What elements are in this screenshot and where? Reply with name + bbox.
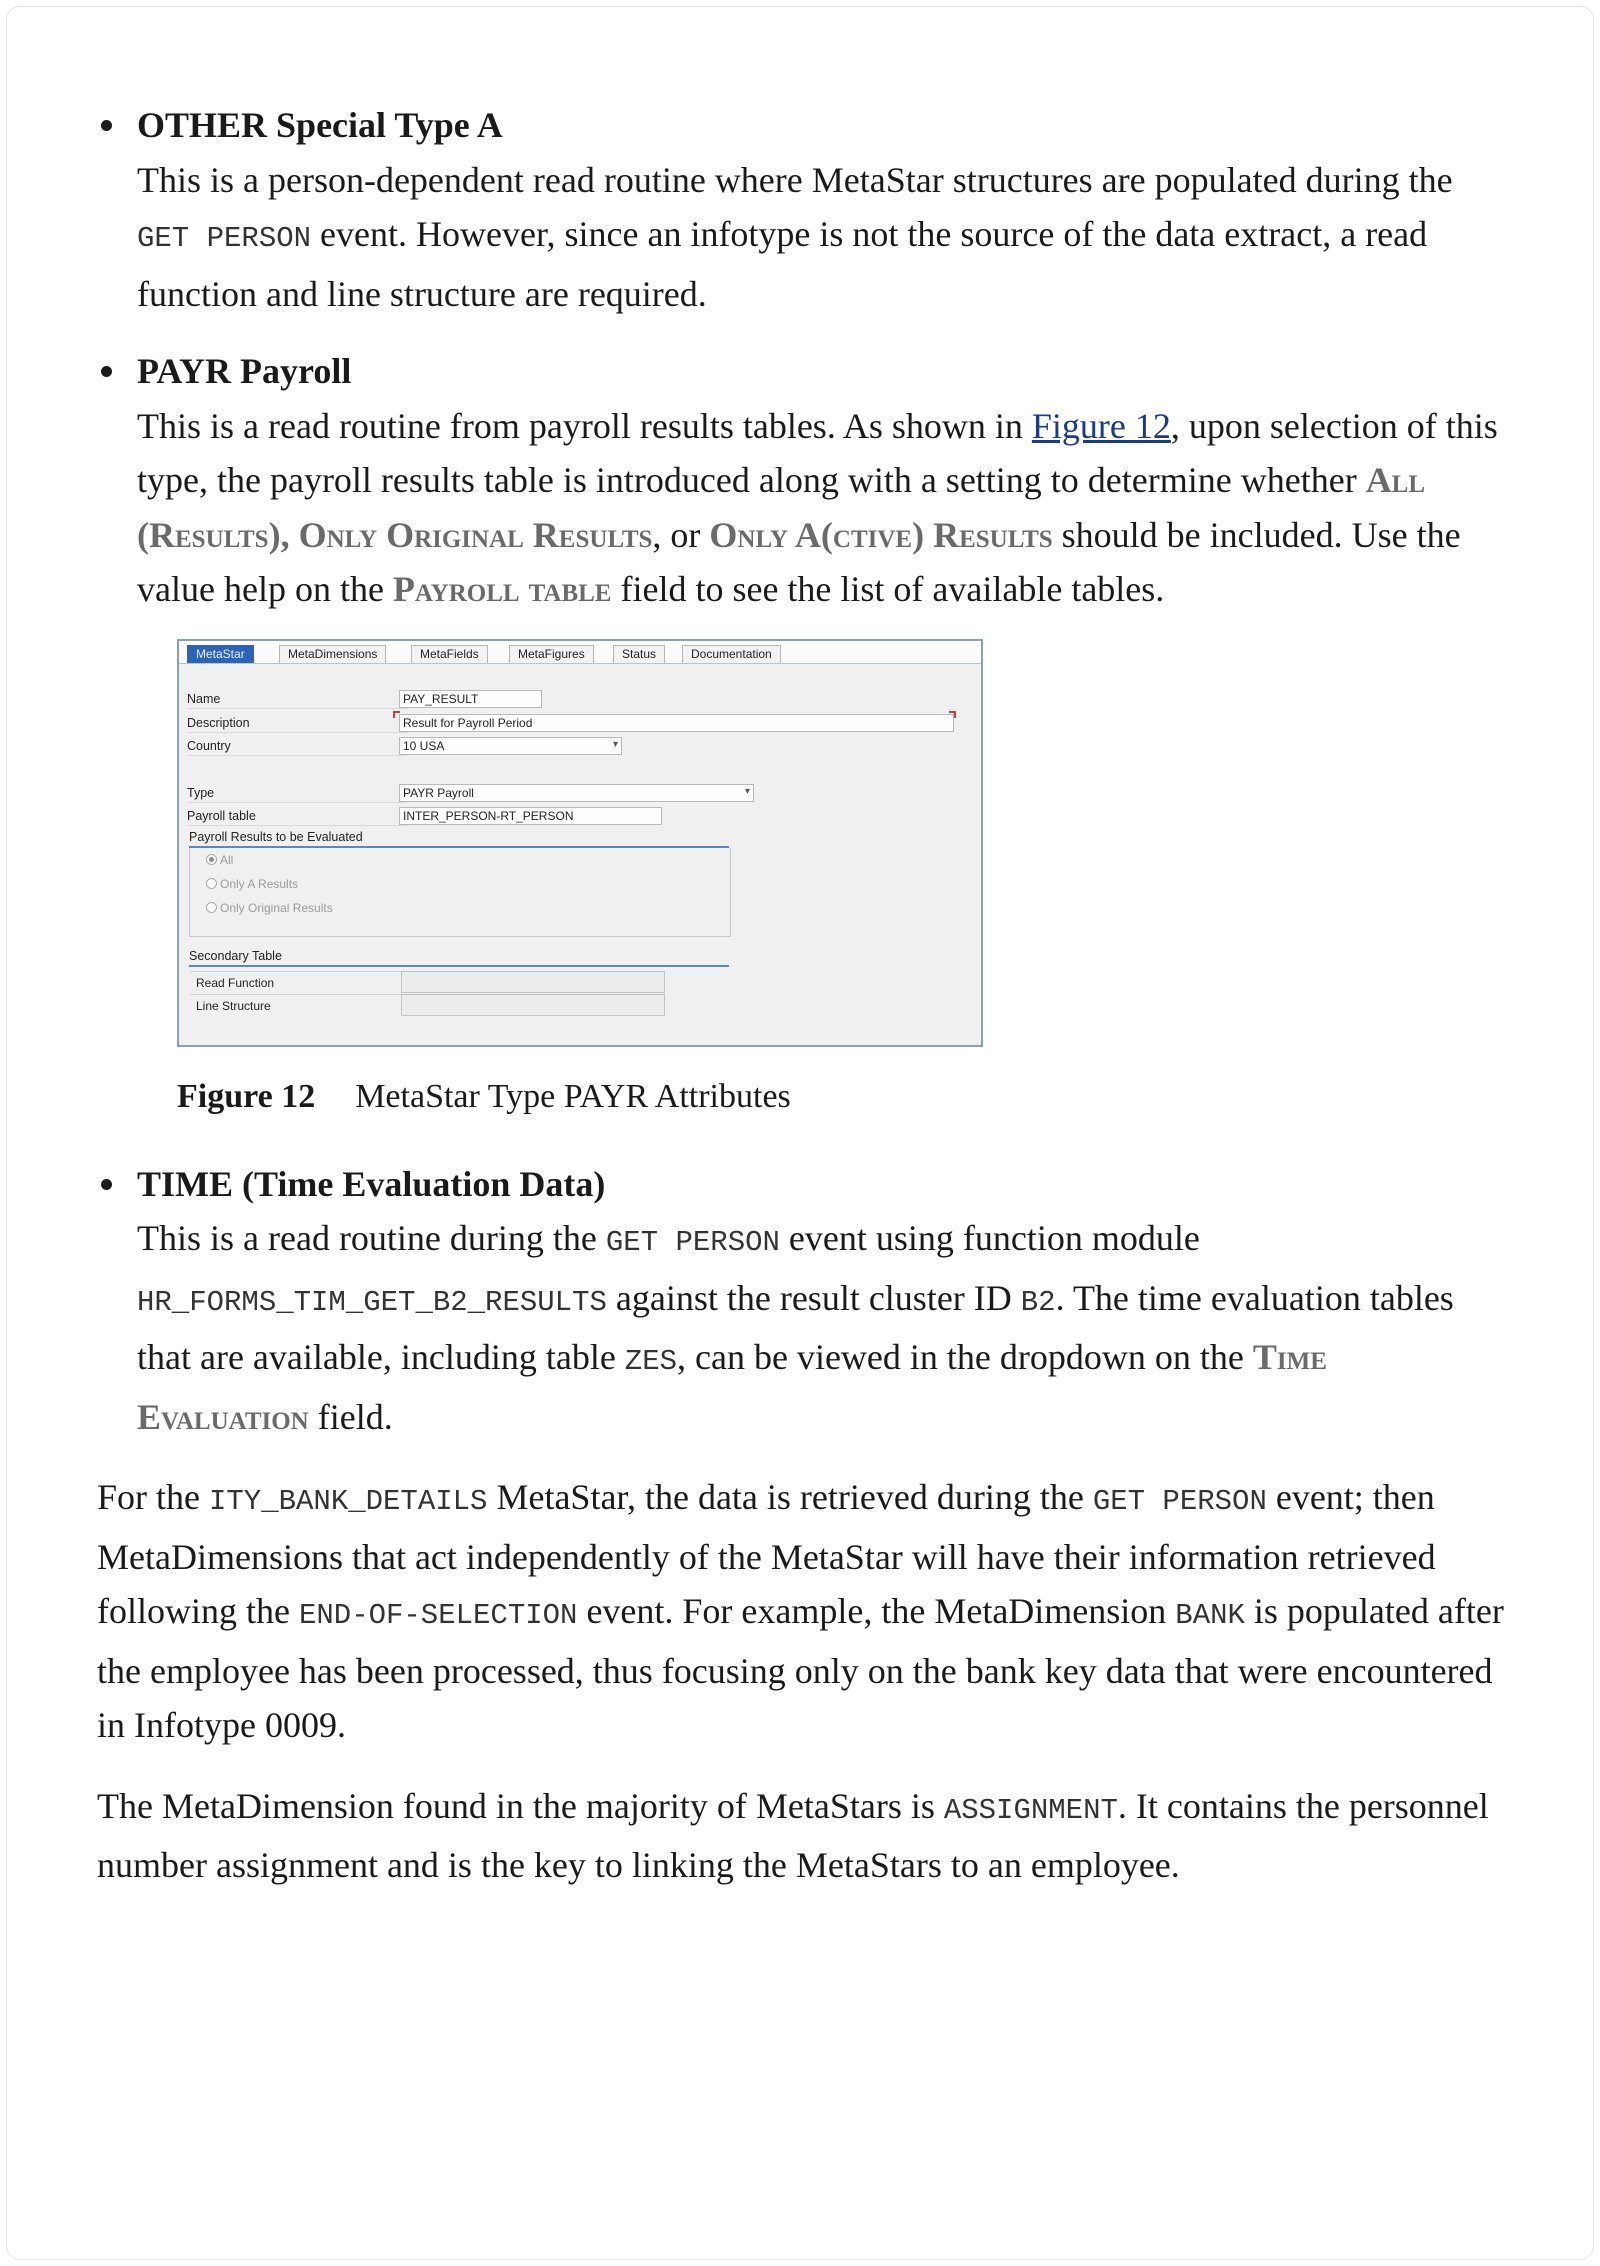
text-run: . The time evaluation tables that are available, including table: [137, 1277, 1454, 1377]
radio-label: Only A Results: [220, 876, 299, 891]
item-title: TIME (Time Evaluation Data): [137, 1163, 606, 1204]
item-title: OTHER Special Type A: [137, 105, 503, 145]
radio-only-a-results[interactable]: [206, 875, 298, 893]
code-term: B2: [1020, 1285, 1056, 1319]
line-structure-field[interactable]: [401, 994, 665, 1016]
text-run: , can be viewed in the dropdown on the: [677, 1337, 1253, 1377]
country-label: Country: [187, 737, 407, 756]
text-run: should be included. Use the value help on the: [137, 514, 1461, 609]
code-term: ASSIGNMENT: [943, 1793, 1118, 1827]
tab-metafields[interactable]: MetaFields: [411, 645, 488, 663]
text-run: , or: [652, 514, 710, 555]
type-label: Type: [187, 784, 407, 803]
type-select[interactable]: [399, 784, 754, 802]
spacer: [97, 1119, 1507, 1157]
item-description: [137, 399, 1507, 617]
group-divider: [189, 965, 729, 967]
field-marker: [393, 711, 400, 718]
ui-term: Only A(ctive) Results: [709, 514, 1053, 555]
radio-all[interactable]: [206, 851, 233, 869]
name-field[interactable]: PAY_RESULT: [399, 690, 542, 708]
code-term: ZES: [624, 1345, 678, 1378]
tab-metastar[interactable]: MetaStar: [187, 645, 254, 663]
type-list: [97, 98, 1507, 1444]
text-run: MetaStar, the data is retrieved during the: [487, 1477, 1093, 1517]
figure-caption-text: MetaStar Type PAYR Attributes: [355, 1077, 791, 1115]
text-run: . It contains the personnel number assignment and is the key to linking the MetaStars to an employee.: [97, 1785, 1489, 1885]
text-run: event. For example, the MetaDimension: [577, 1591, 1176, 1631]
text-run: , upon selection of this type, the payroll results table is introduced along with a setting to determine whether: [137, 405, 1498, 500]
spacer: [97, 321, 1507, 344]
figure-label: Figure 12: [177, 1077, 316, 1115]
code-term: BANK: [1175, 1599, 1245, 1632]
paragraph-bank-details: [97, 1470, 1507, 1753]
item-description: [137, 153, 1507, 322]
tab-metadimensions[interactable]: MetaDimensions: [279, 645, 386, 663]
document-body: [97, 98, 1507, 1893]
code-term: GET PERSON: [137, 222, 312, 255]
text-run: event; then MetaDimensions that act independently of the MetaStar will have their information retrieved following the: [97, 1477, 1436, 1631]
list-item-time: [97, 1157, 1507, 1445]
text-run: For the: [97, 1477, 209, 1517]
spacer: [97, 1444, 1507, 1470]
text-run: event. However, since an infotype is not the source of the data extract, a read function and line structure are required.: [137, 214, 1428, 314]
text-run: field.: [308, 1396, 393, 1437]
radio-selected-icon: [206, 854, 217, 865]
text-run: This is a read routine during the: [137, 1218, 606, 1258]
text-run: ,: [280, 514, 299, 555]
chevron-down-icon: ▾: [744, 785, 750, 797]
chevron-down-icon: ▾: [612, 738, 618, 750]
text-run: field to see the list of available tables.: [611, 569, 1165, 609]
ui-term: Only Original Results: [298, 514, 653, 555]
list-item-payr: [97, 344, 1507, 1119]
bullet-icon: [101, 120, 112, 131]
item-title: PAYR Payroll: [137, 351, 352, 391]
secondary-group-title: Secondary Table: [189, 948, 282, 963]
ui-term: Time Evaluation: [137, 1337, 1327, 1437]
radio-label: Only Original Results: [220, 900, 333, 915]
radio-icon: [206, 878, 217, 889]
code-term: ITY_BANK_DETAILS: [209, 1485, 488, 1518]
code-term: GET PERSON: [1092, 1485, 1267, 1518]
code-term: HR_FORMS_TIM_GET_B2_RESULTS: [137, 1285, 607, 1319]
tab-status[interactable]: Status: [613, 645, 665, 663]
text-run: is populated after the employee has been processed, thus focusing only on the bank key data that were encountered in Infotype 0009.: [97, 1591, 1504, 1745]
text-run: against the result cluster ID: [606, 1277, 1021, 1318]
description-label: Description: [187, 714, 407, 733]
bullet-icon: [101, 366, 112, 377]
read-function-label: Read Function: [190, 971, 410, 993]
sap-screenshot: [177, 639, 983, 1047]
country-select[interactable]: [399, 737, 622, 755]
figure-caption: [177, 1075, 1507, 1119]
text-run: This is a person-dependent read routine where MetaStar structures are populated during the: [137, 159, 1453, 200]
figure-12-link[interactable]: Figure 12: [1031, 405, 1171, 446]
payroll-table-label: Payroll table: [187, 807, 407, 826]
radio-label: All: [220, 852, 234, 867]
text-run: event using function module: [779, 1218, 1200, 1258]
ui-term: Payroll table: [392, 569, 612, 609]
item-description: [137, 1211, 1507, 1444]
radio-only-original-results[interactable]: [206, 899, 333, 917]
ui-term: All (Results): [137, 460, 1426, 555]
code-term: END-OF-SELECTION: [298, 1599, 578, 1632]
tab-documentation[interactable]: Documentation: [682, 645, 781, 663]
name-label: Name: [187, 690, 407, 709]
description-field[interactable]: Result for Payroll Period: [399, 714, 954, 732]
text-run: This is a read routine from payroll results tables. As shown in: [137, 405, 1032, 446]
read-function-field[interactable]: [401, 971, 665, 993]
text-run: The MetaDimension found in the majority of MetaStars is: [97, 1785, 944, 1826]
tab-bar: [179, 641, 981, 664]
results-group-title: Payroll Results to be Evaluated: [189, 829, 363, 844]
type-value: PAYR Payroll: [403, 785, 474, 800]
code-term: GET PERSON: [605, 1226, 780, 1259]
radio-icon: [206, 902, 217, 913]
bullet-icon: [101, 1179, 112, 1190]
field-marker: [949, 711, 956, 718]
figure-12: [177, 639, 1507, 1119]
list-item-other: [97, 98, 1507, 321]
payroll-table-field[interactable]: INTER_PERSON-RT_PERSON: [399, 807, 662, 825]
results-group: [189, 848, 731, 937]
spacer: [97, 1753, 1507, 1779]
tab-metafigures[interactable]: MetaFigures: [509, 645, 594, 663]
country-value: 10 USA: [403, 738, 445, 753]
paragraph-assignment: [97, 1779, 1507, 1893]
line-structure-label: Line Structure: [190, 994, 410, 1016]
